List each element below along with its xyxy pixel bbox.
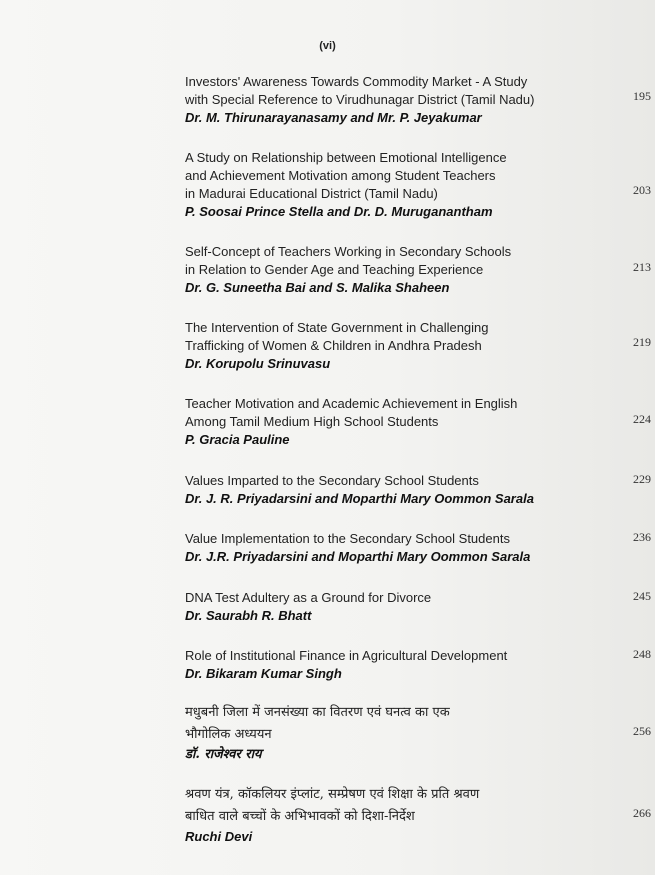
entry-title: Trafficking of Women & Children in Andhra Pradesh bbox=[185, 338, 482, 353]
entry-title: A Study on Relationship between Emotional Intelligence bbox=[185, 150, 507, 165]
toc-entry bbox=[185, 784, 605, 846]
entry-title: Teacher Motivation and Academic Achievement in English bbox=[185, 396, 518, 411]
toc-entry bbox=[185, 530, 605, 566]
entry-authors: Dr. G. Suneetha Bai and S. Malika Shaheen bbox=[185, 280, 450, 295]
entry-title: Investors' Awareness Towards Commodity Market - A Study bbox=[185, 74, 528, 89]
entry-title: मधुबनी जिला में जनसंख्या का वितरण एवं घनत्व का एक bbox=[185, 705, 450, 720]
toc-entry bbox=[185, 73, 605, 127]
entry-authors: Ruchi Devi bbox=[185, 829, 253, 844]
toc-entry bbox=[185, 472, 605, 508]
entry-title: भौगोलिक अध्ययन bbox=[185, 727, 272, 742]
entry-authors: Dr. J.R. Priyadarsini and Moparthi Mary Oommon Sarala bbox=[185, 549, 531, 564]
entry-title: Self-Concept of Teachers Working in Secondary Schools bbox=[185, 244, 512, 259]
entry-page-number: 213 bbox=[633, 260, 651, 274]
toc-entry bbox=[185, 243, 605, 297]
entry-title: in Relation to Gender Age and Teaching Experience bbox=[185, 262, 484, 277]
entry-title: Value Implementation to the Secondary School Students bbox=[185, 531, 510, 546]
entry-title: DNA Test Adultery as a Ground for Divorce bbox=[185, 590, 432, 605]
entry-page-number: 203 bbox=[633, 183, 651, 197]
entry-title: with Special Reference to Virudhunagar District (Tamil Nadu) bbox=[185, 92, 535, 107]
entry-title: Values Imparted to the Secondary School Students bbox=[185, 473, 479, 488]
entry-title: बाधित वाले बच्चों के अभिभावकों को दिशा-निर्देश bbox=[185, 809, 415, 824]
entry-title: श्रवण यंत्र, कॉकलियर इंप्लांट, सम्प्रेषण एवं शिक्षा के प्रति श्रवण bbox=[185, 787, 480, 802]
entry-authors: Dr. Bikaram Kumar Singh bbox=[185, 666, 342, 681]
toc-entry bbox=[185, 647, 605, 683]
entry-page-number: 224 bbox=[633, 412, 651, 426]
entry-page-number: 229 bbox=[633, 472, 651, 486]
entry-page-number: 195 bbox=[633, 89, 651, 103]
entry-authors: P. Gracia Pauline bbox=[185, 432, 290, 447]
toc-entry bbox=[185, 319, 605, 373]
entry-page-number: 236 bbox=[633, 530, 651, 544]
entry-authors: Dr. M. Thirunarayanasamy and Mr. P. Jeyakumar bbox=[185, 110, 482, 125]
entry-title: Among Tamil Medium High School Students bbox=[185, 414, 439, 429]
entry-page-number: 248 bbox=[633, 647, 651, 661]
toc-entry bbox=[185, 149, 605, 221]
entry-authors: डॉ. राजेश्वर राय bbox=[185, 747, 262, 762]
entry-page-number: 256 bbox=[633, 724, 651, 738]
entry-authors: Dr. Saurabh R. Bhatt bbox=[185, 608, 312, 623]
page-number: (vi) bbox=[319, 40, 336, 52]
entry-page-number: 219 bbox=[633, 335, 651, 349]
toc-entry bbox=[185, 702, 605, 764]
entry-page-number: 266 bbox=[633, 806, 651, 820]
toc-entry bbox=[185, 589, 605, 625]
entry-title: and Achievement Motivation among Student Teachers bbox=[185, 168, 496, 183]
entry-authors: P. Soosai Prince Stella and Dr. D. Muruganantham bbox=[185, 204, 493, 219]
entry-authors: Dr. Korupolu Srinuvasu bbox=[185, 356, 331, 371]
entry-authors: Dr. J. R. Priyadarsini and Moparthi Mary Oommon Sarala bbox=[185, 491, 534, 506]
entry-title: The Intervention of State Government in Challenging bbox=[185, 320, 489, 335]
entry-title: Role of Institutional Finance in Agricultural Development bbox=[185, 648, 508, 663]
toc-entry bbox=[185, 395, 605, 449]
entry-title: in Madurai Educational District (Tamil Nadu) bbox=[185, 186, 438, 201]
entry-page-number: 245 bbox=[633, 589, 651, 603]
